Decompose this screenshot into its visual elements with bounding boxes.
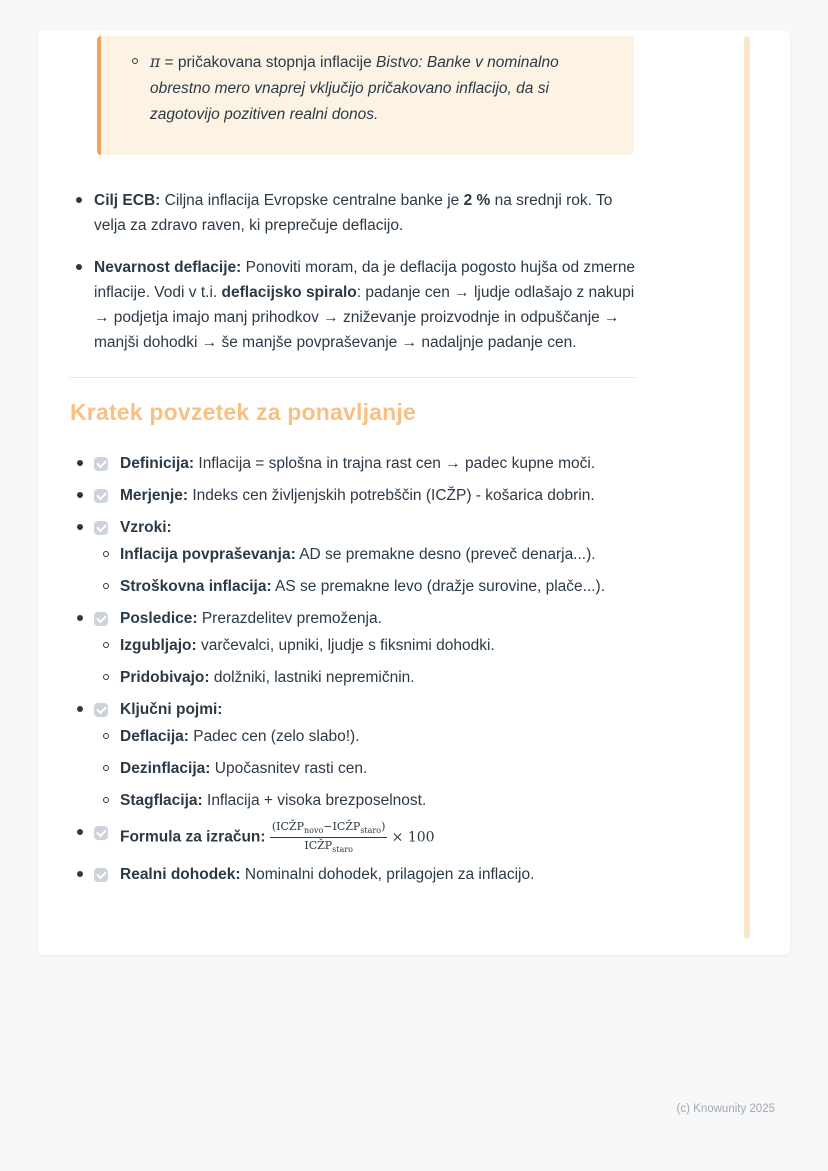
- sub-item-pridobivajo: [120, 665, 636, 690]
- summary-item-definicija: [70, 451, 636, 476]
- copyright-text: (c) Knowunity 2025: [676, 1103, 775, 1115]
- formula-term: (ICŽP: [271, 820, 304, 833]
- summary-item-formula: [70, 820, 636, 855]
- item-segment: Inflacija = splošna in trajna rast cen → padec kupne moči.: [194, 455, 596, 472]
- bullet-icon: [77, 706, 83, 712]
- item-label: Deflacija:: [120, 728, 189, 745]
- checkbox-icon[interactable]: [94, 826, 108, 840]
- note-content: [70, 188, 636, 887]
- item-label: Ključni pojmi:: [120, 701, 223, 718]
- bullet-icon: [77, 460, 83, 466]
- list-item-nevarnost-deflacije: [70, 255, 636, 355]
- circle-bullet-icon: [103, 642, 109, 648]
- sub-item-stroskovna-inflacija: [120, 574, 636, 599]
- item-segment: Padec cen (zelo slabo!).: [188, 728, 360, 745]
- item-text: [120, 574, 636, 599]
- item-label: Pridobivajo:: [120, 669, 210, 686]
- item-bold-segment: deflacijsko spiralo: [221, 284, 357, 301]
- summary-item-posledice: [70, 606, 636, 690]
- formula-fraction: [270, 820, 387, 855]
- list-item-cilj-ecb: [70, 188, 636, 238]
- formula-times: × 100: [391, 829, 435, 846]
- item-segment: varčevalci, upniki, ljudje s fiksnimi dohodki.: [196, 637, 495, 654]
- bullet-icon: [76, 197, 82, 203]
- formula-numerator: [270, 820, 387, 838]
- item-label: Stroškovna inflacija:: [120, 578, 272, 595]
- item-label: Realni dohodek:: [120, 865, 241, 883]
- item-label: Inflacija povpraševanja:: [120, 546, 296, 563]
- summary-list: [70, 451, 636, 887]
- item-segment: Nominalni dohodek, prilagojen za inflacijo.: [240, 865, 535, 883]
- circle-bullet-icon: [103, 733, 109, 739]
- bullet-icon: [77, 492, 83, 498]
- section-divider: [70, 377, 636, 378]
- circle-bullet-icon: [103, 765, 109, 771]
- checkbox-icon[interactable]: [94, 612, 108, 626]
- item-segment: AD se premakne desno (preveč denarja...).: [295, 546, 596, 563]
- item-text: [120, 862, 636, 887]
- formula-term: −ICŽP: [323, 820, 361, 833]
- item-text: [120, 542, 636, 567]
- checkbox-icon[interactable]: [94, 868, 108, 882]
- summary-item-realni-dohodek: [70, 862, 636, 887]
- item-segment: Upočasnitev rasti cen.: [210, 760, 368, 777]
- bullet-icon: [77, 829, 83, 835]
- intro-list: [70, 188, 636, 355]
- note-card: [38, 30, 790, 955]
- bullet-icon: [77, 871, 83, 877]
- checkbox-icon[interactable]: [94, 703, 108, 717]
- circle-bullet-icon: [132, 58, 138, 64]
- summary-item-merjenje: [70, 483, 636, 508]
- item-label: Formula za izračun:: [120, 828, 266, 846]
- item-text: [120, 724, 636, 749]
- formula-term: ICŽP: [304, 838, 333, 852]
- item-text: [120, 756, 636, 781]
- formula-subscript: novo: [303, 826, 324, 836]
- circle-bullet-icon: [103, 797, 109, 803]
- item-text: [120, 788, 636, 813]
- formula-denominator: [270, 838, 387, 855]
- sub-item-deflacija: [120, 724, 636, 749]
- item-label: Cilj ECB:: [94, 192, 161, 209]
- sub-list: [120, 542, 636, 599]
- item-text: [120, 515, 636, 540]
- sub-list: [120, 633, 636, 690]
- formula-subscript: staro: [332, 844, 353, 854]
- sub-item-dezinflacija: [120, 756, 636, 781]
- bullet-icon: [77, 524, 83, 530]
- bullet-icon: [76, 264, 82, 270]
- item-label: Izgubljajo:: [120, 637, 197, 654]
- item-segment: Inflacija + visoka brezposelnost.: [202, 792, 427, 809]
- callout-row: [132, 49, 610, 128]
- item-segment: na srednji rok. To velja za zdravo raven, ki preprečuje deflacijo.: [94, 192, 613, 234]
- item-segment: dolžniki, lastniki nepremičnin.: [209, 669, 415, 686]
- summary-heading: Kratek povzetek za ponavljanje: [70, 399, 417, 425]
- item-label: Stagflacija:: [120, 792, 203, 809]
- item-segment: Ponoviti moram, da je deflacija pogosto hujša od zmerne inflacije. Vodi v t.i.: [94, 259, 636, 301]
- item-text: [94, 188, 636, 238]
- item-label: Nevarnost deflacije:: [94, 259, 242, 276]
- item-text: [120, 633, 636, 658]
- bullet-icon: [77, 615, 83, 621]
- highlight-callout: [97, 36, 634, 155]
- item-segment: Prerazdelitev premoženja.: [197, 610, 382, 627]
- callout-text: [150, 49, 610, 128]
- circle-bullet-icon: [103, 674, 109, 680]
- checkbox-icon[interactable]: [94, 457, 108, 471]
- item-text: [120, 451, 636, 476]
- item-text: [94, 255, 636, 355]
- callout-text-normal: = pričakovana stopnja inflacije: [160, 54, 377, 71]
- item-segment: AS se premakne levo (dražje surovine, plače...).: [271, 578, 606, 595]
- item-label: Definicija:: [120, 455, 195, 472]
- item-segment: : padanje cen → ljudje odlašajo z nakupi → podjetja imajo manj prihodkov → zniževanje proizvodnje in odpuščanje → manjši dohodki → še manjše povpraševanje → nadaljnje padanje cen.: [94, 284, 635, 351]
- circle-bullet-icon: [103, 583, 109, 589]
- sub-item-inflacija-povprasevanja: [120, 542, 636, 567]
- circle-bullet-icon: [103, 551, 109, 557]
- checkbox-icon[interactable]: [94, 489, 108, 503]
- item-text: [120, 606, 636, 631]
- pi-symbol: π: [150, 53, 161, 71]
- formula-subscript: staro: [360, 826, 382, 836]
- sub-item-izgubljajo: [120, 633, 636, 658]
- item-text: [120, 697, 636, 722]
- formula-term: ): [381, 820, 386, 833]
- item-text: [120, 820, 636, 855]
- item-segment: Ciljna inflacija Evropske centralne banke je: [160, 192, 464, 209]
- summary-item-vzroki: [70, 515, 636, 599]
- scrollbar-thumb[interactable]: [744, 36, 750, 939]
- checkbox-icon[interactable]: [94, 521, 108, 535]
- item-text: [120, 483, 636, 508]
- sub-list: [120, 724, 636, 813]
- item-bold-segment: 2 %: [463, 192, 491, 209]
- item-label: Merjenje:: [120, 487, 189, 504]
- callout-text-italic: Bistvo: Banke v nominalno obrestno mero vnaprej vključijo pričakovano inflacijo, da si zagotovijo pozitiven realni donos.: [150, 54, 559, 123]
- sub-item-stagflacija: [120, 788, 636, 813]
- item-segment: Indeks cen življenjskih potrebščin (ICŽP) - košarica dobrin.: [188, 487, 595, 504]
- item-label: Vzroki:: [120, 519, 172, 536]
- item-label: Dezinflacija:: [120, 760, 211, 777]
- summary-item-kljucni-pojmi: [70, 697, 636, 813]
- item-text: [120, 665, 636, 690]
- item-label: Posledice:: [120, 610, 198, 627]
